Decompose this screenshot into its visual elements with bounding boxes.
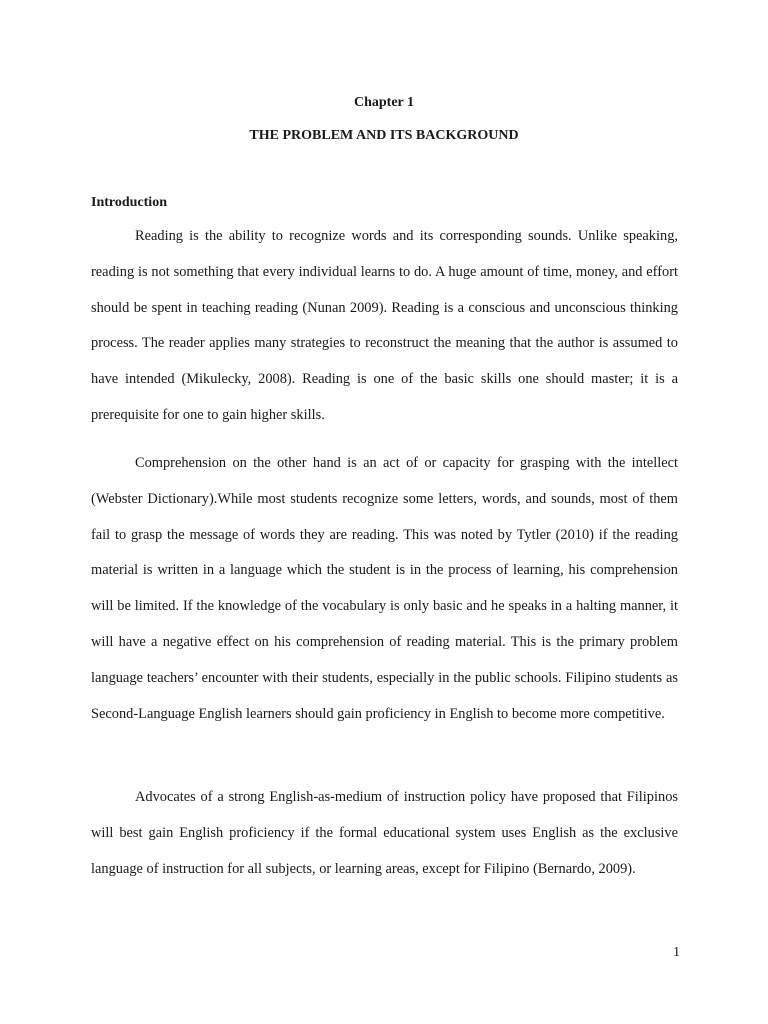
page-number: 1 xyxy=(673,945,680,960)
paragraph-1: Reading is the ability to recognize words and its corresponding sounds. Unlike speaking, reading is not something that every individual learns to do. A huge amount of time, money, and effort should be spent in teaching reading (Nunan 2009). Reading is a conscious and unconscious thinking process. The reader applies many strategies to reconstruct the meaning that the author is assumed to have intended (Mikulecky, 2008). Reading is one of the basic skills one should master; it is a prerequisite for one to gain higher skills. xyxy=(91,228,678,423)
paragraph-2: Comprehension on the other hand is an act of or capacity for grasping with the intellect (Webster Dictionary).While most students recognize some letters, words, and sounds, most of them fail to grasp the message of words they are reading. This was noted by Tytler (2010) if the reading material is written in a language which the student is in the process of learning, his comprehension will be limited. If the knowledge of the vocabulary is only basic and he speaks in a halting manner, it will have a negative effect on his comprehension of reading material. This is the primary problem language teachers’ encounter with their students, especially in the public schools. Filipino students as Second-Language English learners should gain proficiency in English to become more competitive. xyxy=(91,455,678,722)
chapter-title: THE PROBLEM AND ITS BACKGROUND xyxy=(249,128,519,143)
section-heading: Introduction xyxy=(91,195,167,210)
chapter-label: Chapter 1 xyxy=(353,95,415,110)
paragraph-3: Advocates of a strong English-as-medium of instruction policy have proposed that Filipinos will best gain English proficiency if the formal educational system uses English as the exclusive language of instruction for all subjects, or learning areas, except for Filipino (Bernardo, 2009). xyxy=(91,789,678,877)
